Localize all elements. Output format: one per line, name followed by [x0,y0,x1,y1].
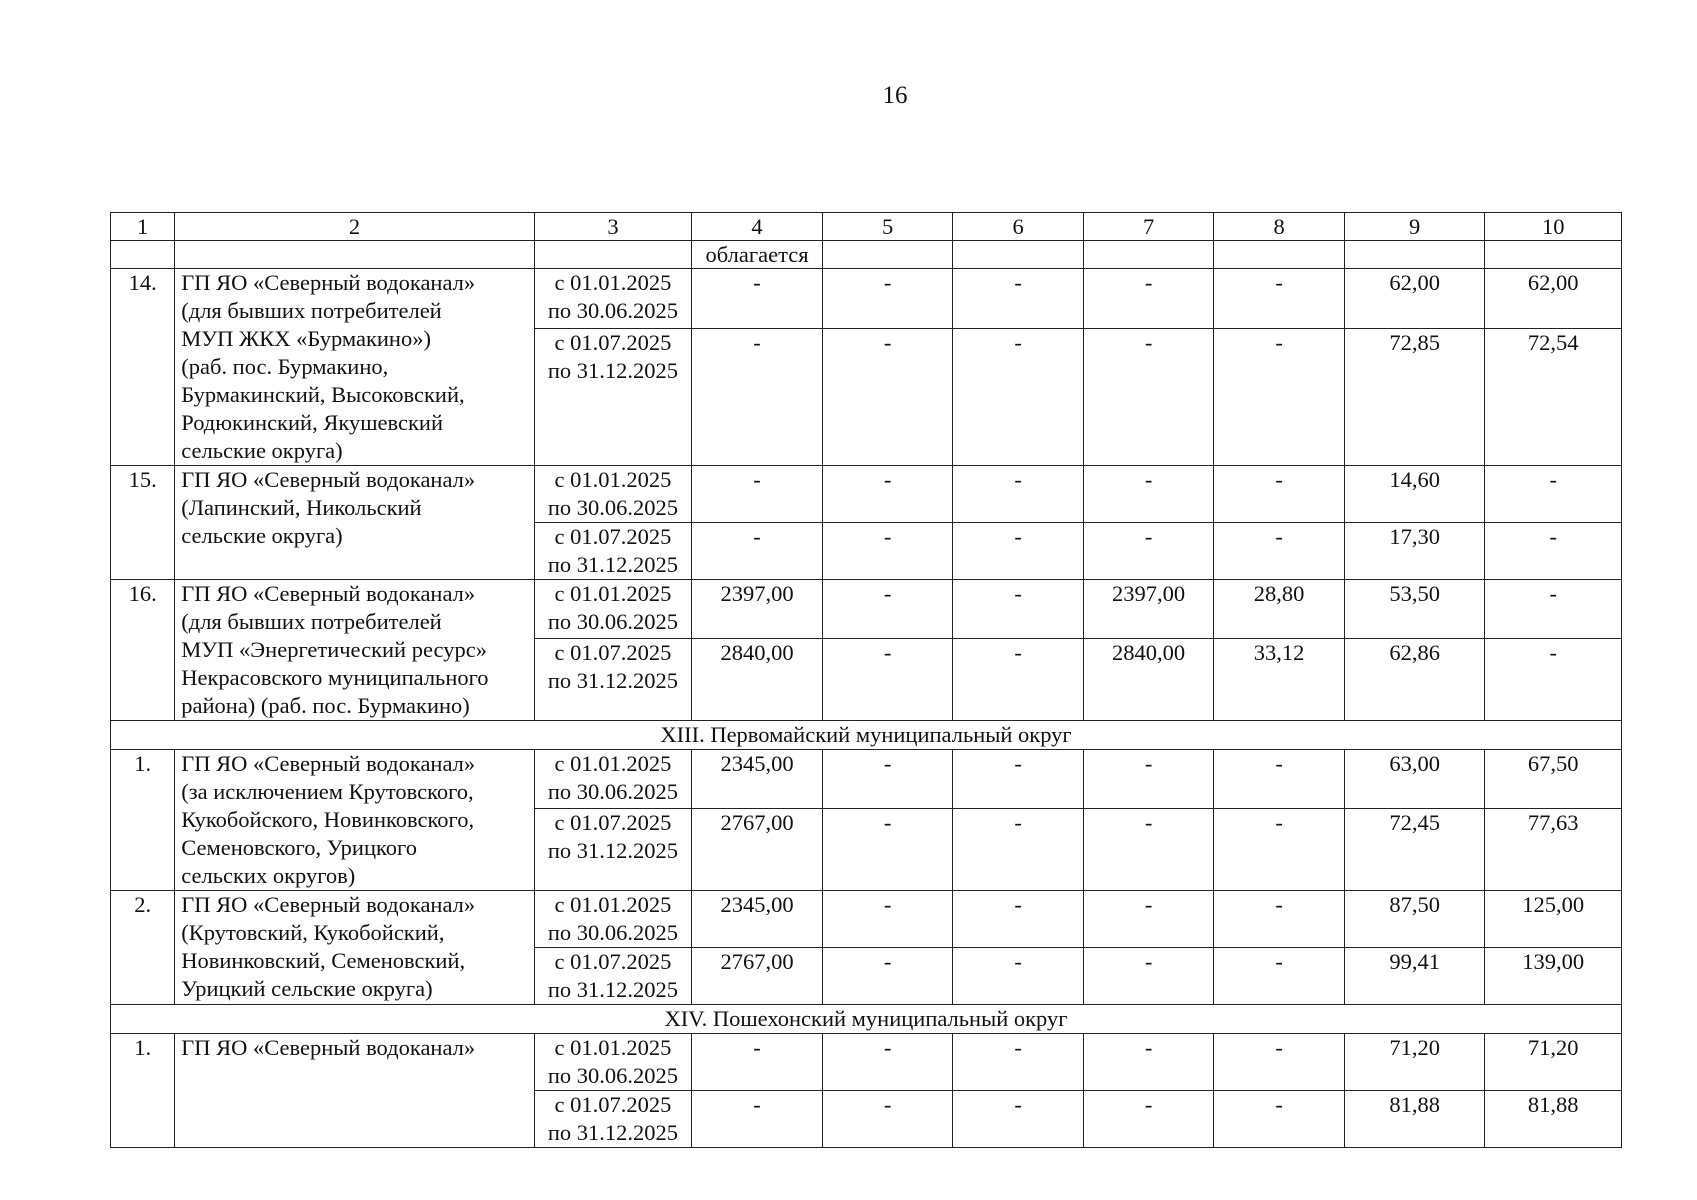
column-number: 9 [1344,213,1485,241]
organization-line: МУП «Энергетический ресурс» [181,637,487,662]
value-cell: - [1214,891,1345,948]
value-cell: - [953,809,1084,891]
organization-line: (за исключением Крутовского, [181,779,474,804]
period-cell [534,750,692,809]
value-cell: 2397,00 [1083,580,1214,639]
value-cell: - [953,891,1084,948]
period-cell [534,466,692,523]
column-number: 3 [534,213,692,241]
column-number: 4 [692,213,823,241]
value-cell: - [822,750,953,809]
value-cell: - [1485,466,1622,523]
organization-name [175,750,534,891]
table-cell [111,241,175,269]
period-from: с 01.01.2025 [554,581,672,606]
value-cell: 2840,00 [692,639,823,721]
period-from: с 01.01.2025 [554,467,672,492]
period-to: по 31.12.2025 [547,977,679,1002]
organization-line: (для бывших потребителей [181,298,442,323]
value-cell: 14,60 [1344,466,1485,523]
organization-line: ГП ЯО «Северный водоканал» [181,1035,476,1060]
value-cell: - [1083,948,1214,1005]
value-cell: - [1083,750,1214,809]
section-title: XIII. Первомайский муниципальный округ [111,721,1622,750]
period-from: с 01.01.2025 [554,1035,672,1060]
period-to: по 30.06.2025 [547,1063,679,1088]
period-cell [534,580,692,639]
value-cell: 81,88 [1344,1091,1485,1148]
period-to: по 31.12.2025 [547,552,679,577]
value-cell: 62,00 [1485,269,1622,329]
value-cell: - [953,948,1084,1005]
value-cell: - [822,1091,953,1148]
table-cell [534,241,692,269]
value-cell: 71,20 [1485,1034,1622,1091]
value-cell: 2345,00 [692,891,823,948]
value-cell: - [822,523,953,580]
organization-name [175,1034,534,1148]
value-cell: - [1214,948,1345,1005]
period-to: по 31.12.2025 [547,838,679,864]
value-cell: - [692,329,823,466]
value-cell: 72,54 [1485,329,1622,466]
value-cell: - [953,269,1084,329]
value-cell: 17,30 [1344,523,1485,580]
row-number: 1. [111,750,175,891]
value-cell: 2840,00 [1083,639,1214,721]
column-number-row [111,213,1622,241]
organization-name [175,269,534,466]
column-number: 1 [111,213,175,241]
value-cell: 2397,00 [692,580,823,639]
organization-line: ГП ЯО «Северный водоканал» [181,751,476,776]
value-cell: 2767,00 [692,809,823,891]
period-to: по 31.12.2025 [547,358,679,384]
value-cell: 28,80 [1214,580,1345,639]
value-cell: - [822,329,953,466]
organization-line: сельских округов) [181,863,356,888]
table-cell [1214,241,1345,269]
organization-line: (Крутовский, Кукобойский, [181,920,445,945]
column-number: 6 [953,213,1084,241]
value-cell: - [953,1034,1084,1091]
table-cell [1344,241,1485,269]
period-cell [534,948,692,1005]
page-number: 16 [882,82,908,109]
value-cell: 71,20 [1344,1034,1485,1091]
table-cell [953,241,1084,269]
value-cell: - [1214,750,1345,809]
value-cell: - [1083,523,1214,580]
value-cell: - [822,639,953,721]
value-cell: 2767,00 [692,948,823,1005]
organization-name [175,466,534,580]
organization-line: района) (раб. пос. Бурмакино) [181,693,470,718]
value-cell: - [1214,329,1345,466]
row-number: 15. [111,466,175,580]
value-cell: - [1485,523,1622,580]
period-to: по 30.06.2025 [547,298,679,323]
period-from: с 01.07.2025 [554,949,672,974]
organization-line: ГП ЯО «Северный водоканал» [181,270,476,295]
period-cell [534,809,692,891]
period-cell [534,523,692,580]
organization-line: Бурмакинский, Высоковский, [181,382,465,407]
value-cell: - [953,639,1084,721]
table-cell [1485,241,1622,269]
period-from: с 01.07.2025 [554,330,672,356]
value-cell: - [953,580,1084,639]
column-number: 8 [1214,213,1345,241]
value-cell: 139,00 [1485,948,1622,1005]
organization-name [175,580,534,721]
value-cell: - [953,1091,1084,1148]
period-from: с 01.07.2025 [554,524,672,549]
period-to: по 30.06.2025 [547,779,679,804]
period-to: по 30.06.2025 [547,920,679,945]
value-cell: - [822,269,953,329]
row-number: 1. [111,1034,175,1148]
row-number: 2. [111,891,175,1005]
value-cell: - [822,948,953,1005]
column-number: 2 [175,213,534,241]
column-number: 7 [1083,213,1214,241]
organization-name [175,891,534,1005]
period-to: по 30.06.2025 [547,609,679,634]
value-cell: 67,50 [1485,750,1622,809]
value-cell: - [692,523,823,580]
value-cell: 62,86 [1344,639,1485,721]
value-cell: - [1214,1034,1345,1091]
section-header-row [111,1005,1622,1034]
organization-line: Урицкий сельские округа) [181,976,433,1001]
period-to: по 31.12.2025 [547,1120,679,1145]
continuation-note: облагается [692,241,823,269]
value-cell: - [1083,329,1214,466]
period-cell [534,1091,692,1148]
value-cell: 62,00 [1344,269,1485,329]
table-row [111,750,1622,809]
value-cell: - [953,466,1084,523]
value-cell: - [1214,809,1345,891]
value-cell: - [692,466,823,523]
value-cell: - [822,809,953,891]
value-cell: 87,50 [1344,891,1485,948]
period-to: по 30.06.2025 [547,495,679,520]
table-row [111,891,1622,948]
period-cell [534,639,692,721]
organization-line: ГП ЯО «Северный водоканал» [181,467,476,492]
period-from: с 01.07.2025 [554,640,672,666]
value-cell: 125,00 [1485,891,1622,948]
table-cell [175,241,534,269]
organization-line: Родюкинский, Якушевский [181,410,443,435]
organization-line: (для бывших потребителей [181,609,442,634]
period-cell [534,891,692,948]
value-cell: 99,41 [1344,948,1485,1005]
organization-line: Кукобойского, Новинковского, [181,807,475,832]
tariff-table [110,212,1622,1148]
value-cell: - [953,750,1084,809]
value-cell: - [822,466,953,523]
organization-line: сельские округа) [181,438,343,463]
value-cell: 63,00 [1344,750,1485,809]
table-cell [822,241,953,269]
column-number: 10 [1485,213,1622,241]
value-cell: - [953,329,1084,466]
organization-line: ГП ЯО «Северный водоканал» [181,892,476,917]
value-cell: 53,50 [1344,580,1485,639]
period-from: с 01.07.2025 [554,1092,672,1117]
organization-line: МУП ЖКХ «Бурмакино») [181,326,431,351]
value-cell: 72,85 [1344,329,1485,466]
value-cell: - [822,1034,953,1091]
period-from: с 01.01.2025 [554,892,672,917]
period-from: с 01.01.2025 [554,751,672,776]
value-cell: - [1214,523,1345,580]
period-cell [534,329,692,466]
value-cell: - [1083,269,1214,329]
table-row [111,269,1622,329]
organization-line: (раб. пос. Бурмакино, [181,354,389,379]
value-cell: - [1485,580,1622,639]
value-cell: - [822,580,953,639]
table-cell [1083,241,1214,269]
value-cell: - [1083,466,1214,523]
value-cell: - [953,523,1084,580]
row-number: 16. [111,580,175,721]
organization-line: Новинковский, Семеновский, [181,948,466,973]
organization-line: сельские округа) [181,523,343,548]
value-cell: - [692,1034,823,1091]
value-cell: - [1214,466,1345,523]
value-cell: - [1485,639,1622,721]
table-body [111,213,1622,1148]
value-cell: 2345,00 [692,750,823,809]
value-cell: - [1083,891,1214,948]
value-cell: 33,12 [1214,639,1345,721]
value-cell: 77,63 [1485,809,1622,891]
value-cell: 72,45 [1344,809,1485,891]
period-from: с 01.01.2025 [554,270,672,295]
table-row [111,466,1622,523]
period-cell [534,1034,692,1091]
value-cell: - [1214,269,1345,329]
table-row [111,580,1622,639]
organization-line: Некрасовского муниципального [181,665,489,690]
value-cell: 81,88 [1485,1091,1622,1148]
value-cell: - [822,891,953,948]
section-title: XIV. Пошехонский муниципальный округ [111,1005,1622,1034]
value-cell: - [692,1091,823,1148]
value-cell: - [1214,1091,1345,1148]
section-header-row [111,721,1622,750]
table-row [111,1034,1622,1091]
value-cell: - [1083,1034,1214,1091]
organization-line: Семеновского, Урицкого [181,835,417,860]
period-cell [534,269,692,329]
continuation-row [111,241,1622,269]
period-from: с 01.07.2025 [554,810,672,836]
value-cell: - [1083,809,1214,891]
row-number: 14. [111,269,175,466]
value-cell: - [692,269,823,329]
period-to: по 31.12.2025 [547,668,679,694]
organization-line: ГП ЯО «Северный водоканал» [181,581,476,606]
value-cell: - [1083,1091,1214,1148]
organization-line: (Лапинский, Никольский [181,495,422,520]
column-number: 5 [822,213,953,241]
